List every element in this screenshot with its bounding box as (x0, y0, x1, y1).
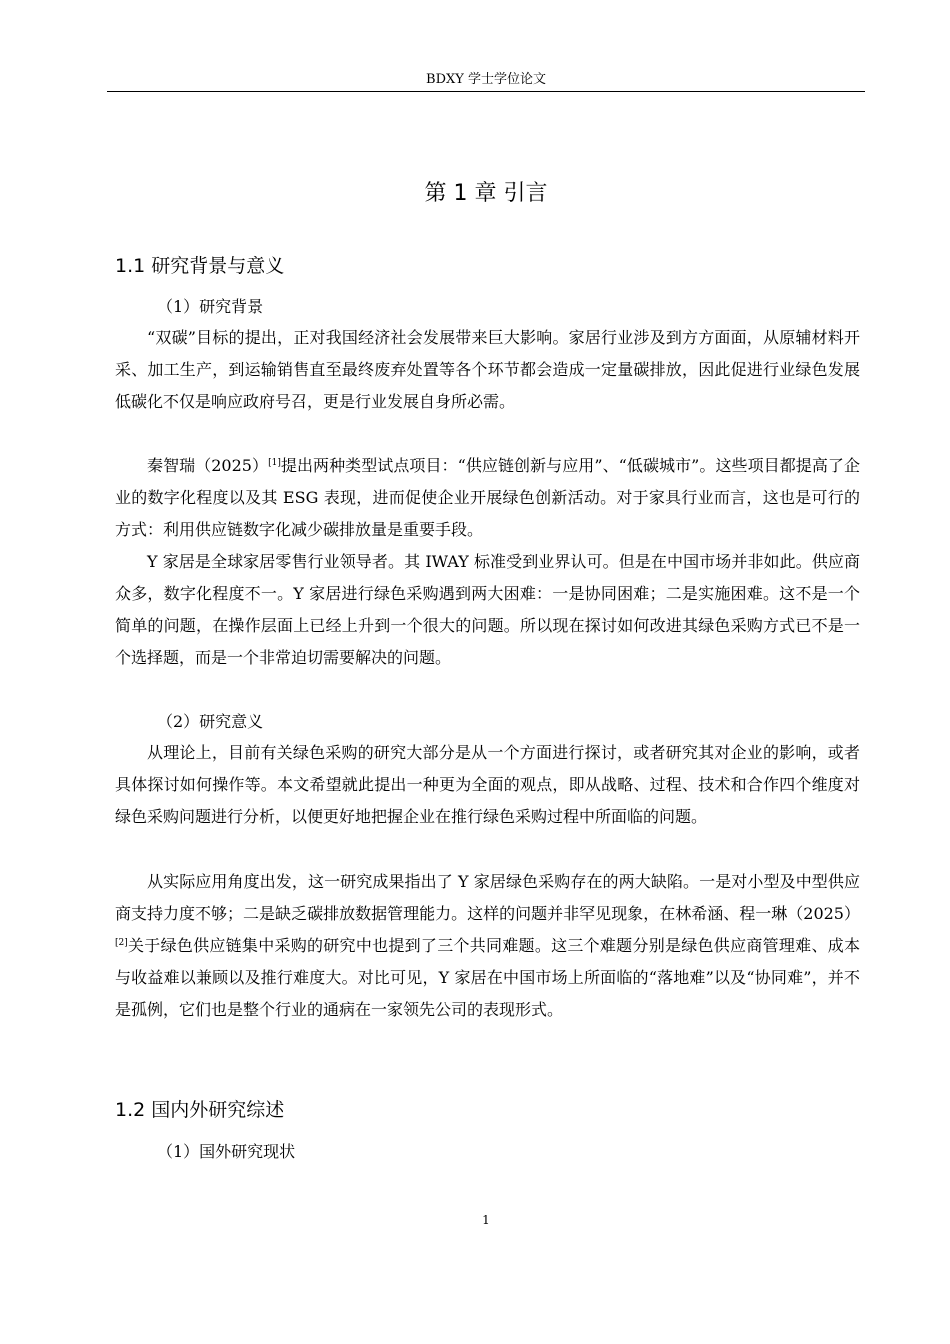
subheading-background: （1）研究背景 (157, 297, 264, 316)
citation-2: [2] (115, 938, 128, 948)
paragraph-1: “双碳”目标的提出，正对我国经济社会发展带来巨大影响。家居行业涉及到方方面面，从原辅材料开采、加工生产，到运输销售直至最终废弃处置等各个环节都会造成一定量碳排放，因此促进行业绿色发展低碳化不仅是响应政府号召，更是行业发展自身所必需。 (115, 328, 860, 411)
paragraph-5 (115, 866, 860, 1026)
subheading-foreign-research: （1）国外研究现状 (157, 1142, 296, 1161)
chapter-title: 第 1 章 引言 (424, 181, 548, 206)
page-number: 1 (482, 1213, 490, 1227)
header-rule (107, 91, 865, 92)
paragraph-5-text-b: 关于绿色供应链集中采购的研究中也提到了三个共同难题。这三个难题分别是绿色供应商管理难、成本与收益难以兼顾以及推行难度大。对比可见，Y 家居在中国市场上所面临的“落地难”以及“协同难”，并不是孤例，它们也是整个行业的通病在一家领先公司的表现形式。 (115, 936, 860, 1019)
subheading-significance: （2）研究意义 (157, 712, 264, 731)
citation-1: [1] (268, 458, 281, 468)
paragraph-2-text-b: 提出两种类型试点项目：“供应链创新与应用”、“低碳城市”。这些项目都提高了企业的数字化程度以及其 ESG 表现，进而促使企业开展绿色创新活动。对于家具行业而言，这也是可行的方式：利用供应链数字化减少碳排放量是重要手段。 (115, 456, 860, 539)
paragraph-4: 从理论上，目前有关绿色采购的研究大部分是从一个方面进行探讨，或者研究其对企业的影响，或者具体探讨如何操作等。本文希望就此提出一种更为全面的观点，即从战略、过程、技术和合作四个维度对绿色采购问题进行分析，以便更好地把握企业在推行绿色采购过程中所面临的问题。 (115, 743, 860, 826)
paragraph-3: Y 家居是全球家居零售行业领导者。其 IWAY 标准受到业界认可。但是在中国市场并非如此。供应商众多，数字化程度不一。Y 家居进行绿色采购遇到两大困难：一是协同困难；二是实施困难。这不是一个简单的问题，在操作层面上已经上升到一个很大的问题。所以现在探讨如何改进其绿色采购方式已不是一个选择题，而是一个非常迫切需要解决的问题。 (115, 552, 860, 667)
paragraph-2 (115, 450, 860, 546)
section-heading-1-1: 1.1 研究背景与意义 (115, 255, 285, 277)
paragraph-2-text-a: 秦智瑞（2025） (147, 456, 269, 475)
paragraph-5-text-a: 从实际应用角度出发，这一研究成果指出了 Y 家居绿色采购存在的两大缺陷。一是对小型及中型供应商支持力度不够；二是缺乏碳排放数据管理能力。这样的问题并非罕见现象，在林希涵、程一琳（2025） (115, 872, 860, 923)
section-heading-1-2: 1.2 国内外研究综述 (115, 1099, 285, 1121)
running-header: BDXY 学士学位论文 (426, 72, 546, 87)
